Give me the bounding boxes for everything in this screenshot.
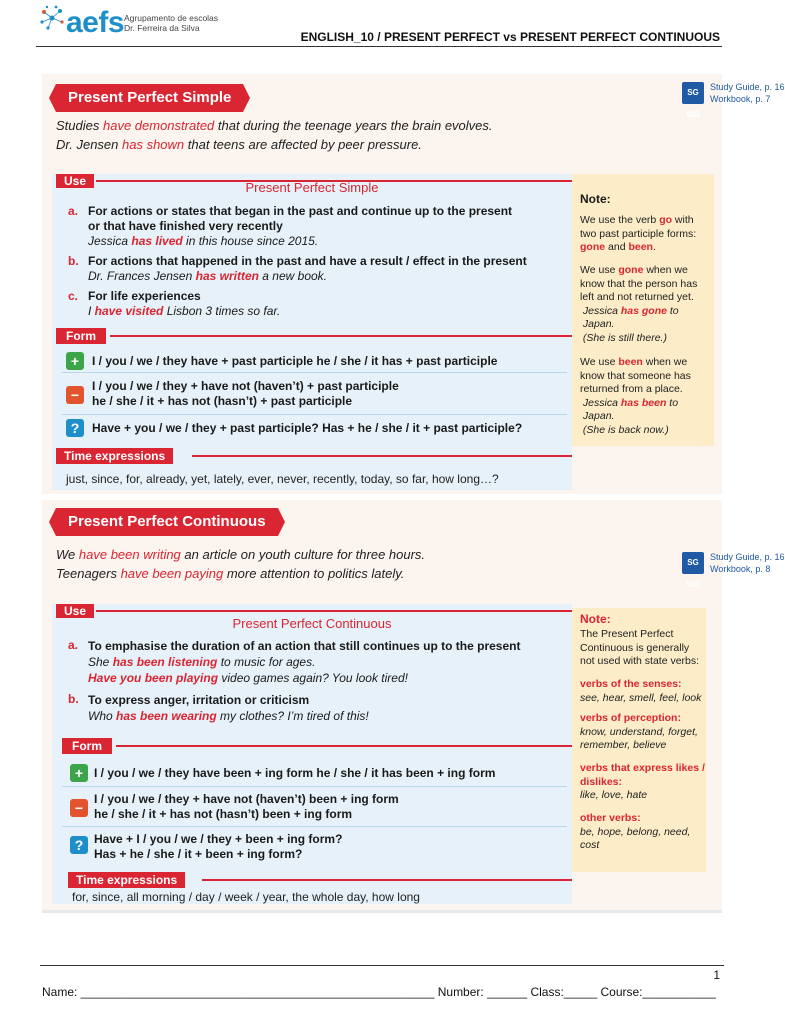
- header-divider: [36, 46, 722, 47]
- section-bottom-border: [42, 910, 722, 913]
- item-rule: For actions that happened in the past and have a result / effect in the present: [88, 254, 527, 268]
- time-divider: [192, 455, 572, 457]
- document-title: ENGLISH_10 / PRESENT PERFECT vs PRESENT PERFECT CONTINUOUS: [300, 30, 720, 44]
- note-other: other verbs: be, hope, belong, need, cost: [580, 812, 691, 851]
- logo-subtitle-line2: Dr. Ferreira da Silva: [124, 23, 200, 33]
- item-example: Have you been playing video games again? You look tired!: [88, 671, 408, 685]
- item-letter: a.: [68, 638, 79, 652]
- logo-subtitle: [124, 13, 218, 33]
- affirmative-icon: +: [66, 352, 84, 370]
- note-heading: Note:: [580, 612, 611, 626]
- workbook-page: Workbook, p. 7: [710, 94, 771, 104]
- footer-divider: [40, 965, 724, 966]
- form-label: Form: [56, 328, 106, 344]
- note-gone: We use gone when we know that the person has left and not returned yet. Jessica has gone to Japan. (She is still there.): [580, 264, 698, 344]
- note-likes: verbs that express likes / dislikes: like, love, hate: [580, 762, 705, 801]
- item-letter: b.: [68, 692, 79, 706]
- question-icon: ?: [66, 419, 84, 437]
- form-divider: [116, 745, 572, 747]
- form-interrogative: Have + I / you / we / they + been + ing form? Has + he / she / it + been + ing form?: [94, 832, 343, 861]
- use-title: Present Perfect Simple: [245, 180, 379, 195]
- note-go-forms: We use the verb go with two past participle forms: gone and been.: [580, 214, 697, 253]
- grammar-panel: [52, 604, 572, 904]
- item-rule: To express anger, irritation or criticism: [88, 693, 310, 707]
- item-example: Jessica has lived in this house since 2015.: [88, 234, 319, 248]
- item-example: Who has been wearing my clothes? I’m tired of this!: [88, 709, 369, 723]
- use-label: Use: [56, 604, 94, 618]
- note-senses: verbs of the senses: see, hear, smell, feel, look: [580, 678, 702, 704]
- time-expressions-list: for, since, all morning / day / week / year, the whole day, how long: [72, 890, 420, 904]
- section-title: Present Perfect Simple: [56, 84, 243, 112]
- intro-sentence: We have been writing an article on youth culture for three hours.: [56, 547, 426, 562]
- item-example: Dr. Frances Jensen has written a new book.: [88, 269, 328, 283]
- grammar-panel: [52, 174, 572, 490]
- intro-examples: [56, 116, 493, 154]
- time-divider: [202, 879, 572, 881]
- item-example: She has been listening to music for ages.: [88, 655, 316, 669]
- form-negative: I / you / we / they + have not (haven’t) + past participle he / she / it + has not (hasn’t) + past participle: [92, 379, 399, 408]
- item-rule: For life experiences: [88, 289, 201, 303]
- section-title: Present Perfect Continuous: [56, 508, 278, 536]
- affirmative-icon: +: [70, 764, 88, 782]
- negative-icon: −: [70, 799, 88, 817]
- present-perfect-simple-section: [42, 74, 785, 494]
- intro-examples: [56, 545, 425, 583]
- book-icon: SG WB: [682, 82, 704, 104]
- present-perfect-continuous-section: [42, 500, 785, 912]
- page-number: 1: [713, 968, 720, 982]
- form-negative: I / you / we / they + have not (haven’t) been + ing form he / she / it + has not (hasn’t) been + ing form: [94, 792, 399, 821]
- time-expressions-label: Time expressions: [68, 872, 185, 888]
- study-guide-page: Study Guide, p. 16: [710, 552, 785, 562]
- note-been: We use been when we know that someone has returned from a place. Jessica has been to Japan. (She is back now.): [580, 356, 691, 436]
- form-separator: [62, 786, 567, 787]
- form-label: Form: [62, 738, 112, 754]
- book-icon: SG WB: [682, 552, 704, 574]
- item-example: I have visited Lisbon 3 times so far.: [88, 304, 281, 318]
- question-icon: ?: [70, 836, 88, 854]
- student-info-line: Name: _____________________________________________________ Number: ______ Class:_____ Course:___________: [42, 985, 716, 999]
- intro-sentence: Dr. Jensen has shown that teens are affected by peer pressure.: [56, 137, 422, 152]
- school-logo: [36, 4, 236, 44]
- form-affirmative: I / you / we / they have + past participle he / she / it has + past participle: [92, 354, 498, 368]
- use-divider: [96, 610, 572, 612]
- study-guide-page: Study Guide, p. 16: [710, 82, 785, 92]
- logo-wordmark: aefs: [66, 6, 125, 39]
- time-expressions-list: just, since, for, already, yet, lately, ever, never, recently, today, so far, how long…?: [66, 472, 499, 486]
- note-box: [572, 174, 714, 446]
- time-expressions-label: Time expressions: [56, 448, 173, 464]
- note-box: [572, 608, 706, 872]
- item-letter: b.: [68, 254, 79, 268]
- intro-sentence: Studies have demonstrated that during the teenage years the brain evolves.: [56, 118, 493, 133]
- form-separator: [62, 826, 567, 827]
- intro-sentence: Teenagers have been paying more attention to politics lately.: [56, 566, 405, 581]
- item-rule: For actions or states that began in the past and continue up to the present: [88, 204, 513, 218]
- note-perception: verbs of perception: know, understand, forget, remember, believe: [580, 712, 698, 751]
- note-heading: Note:: [580, 192, 611, 206]
- use-label: Use: [56, 174, 94, 188]
- form-affirmative: I / you / we / they have been + ing form he / she / it has been + ing form: [94, 766, 496, 780]
- item-letter: a.: [68, 204, 79, 218]
- form-separator: [62, 372, 567, 373]
- workbook-page: Workbook, p. 8: [710, 564, 771, 574]
- form-interrogative: Have + you / we / they + past participle? Has + he / she / it + past participle?: [92, 421, 523, 435]
- use-title: Present Perfect Continuous: [232, 616, 392, 631]
- item-rule: To emphasise the duration of an action that still continues up to the present: [88, 639, 521, 653]
- page-header: [0, 0, 768, 48]
- item-rule-cont: or that have finished very recently: [88, 219, 283, 233]
- item-letter: c.: [68, 289, 79, 303]
- logo-subtitle-line1: Agrupamento de escolas: [124, 13, 219, 23]
- logo-sparkle-icon: [36, 4, 68, 44]
- form-separator: [62, 414, 567, 415]
- note-intro: The Present Perfect Continuous is generally not used with state verbs:: [580, 628, 700, 667]
- negative-icon: −: [66, 386, 84, 404]
- form-divider: [110, 335, 572, 337]
